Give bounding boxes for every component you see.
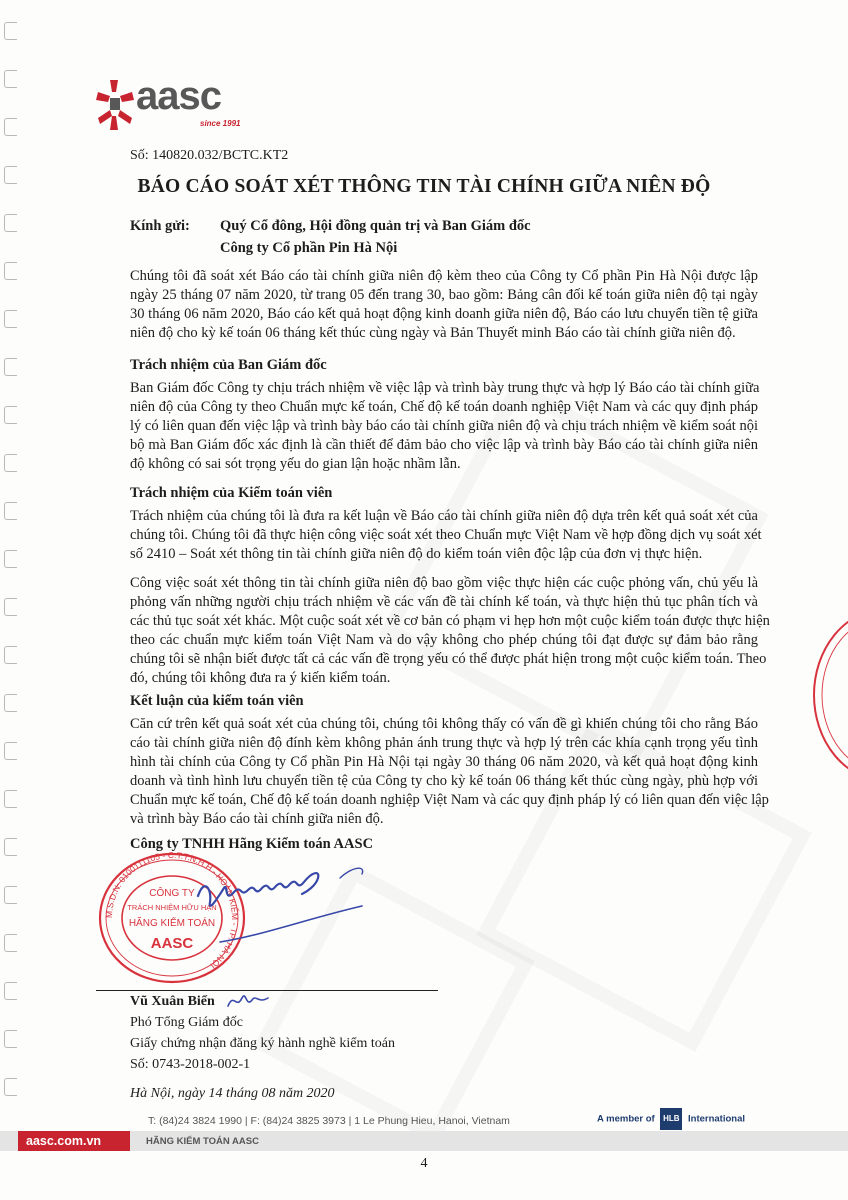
auditor-paragraph-2 [130,574,770,688]
intro-paragraph [130,267,758,343]
addressee-line-2: Công ty Cổ phần Pin Hà Nội [220,240,398,256]
section-heading-conclusion: Kết luận của kiểm toán viên [130,693,304,709]
text-line: lý có liên quan đến việc lập và trình bày báo cáo tài chính giữa niên độ và chịu trách nhiệm về kiểm soát nội [130,418,758,434]
text-line: 30 tháng 06 năm 2020, Báo cáo kết quả hoạt động kinh doanh giữa niên độ, Báo cáo lưu chuyển tiền tệ giữa [130,306,758,322]
text-line: số 2410 – Soát xét thông tin tài chính giữa niên độ do kiểm toán viên độc lập của đơn vị thực hiện. [130,546,703,562]
footer-website: aasc.com.vn [26,1134,102,1148]
footer-membership [597,1108,745,1130]
text-line: chúng tôi sẽ nhận biết được tất cả các vấn đề trọng yếu có thể được phát hiện trong một cuộc kiểm toán. Theo [130,651,767,667]
member-suffix: International [688,1113,746,1125]
signer-certificate-number: Số: 0743-2018-002-1 [130,1057,251,1072]
auditor-paragraph-1 [130,507,762,564]
aasc-logo [96,74,246,134]
stamp-line-4: AASC [150,935,194,952]
text-line: ngày 25 tháng 07 năm 2020, từ trang 05 đến trang 30, bao gồm: Bảng cân đối kế toán giữa niên độ tại ngày [130,287,758,303]
firm-name: Công ty TNHH Hãng Kiểm toán AASC [130,836,374,852]
signer-title: Phó Tổng Giám đốc [130,1015,243,1030]
text-line: chúng tôi. Chúng tôi đã thực hiện công việc soát xét theo Chuẩn mực Việt Nam về hợp đồng dịch vụ soát xét [130,527,762,543]
logo-wordmark: aasc [136,74,221,118]
text-line: Trách nhiệm của chúng tôi là đưa ra kết luận về Báo cáo tài chính giữa niên độ dựa trên kết quả soát xét của [130,508,758,524]
stamp-ring-text: M.S.D.N: 0100111105 - C.T.T.N.H.H - HOÀN KIẾM - TP. HÀ NỘI [103,849,241,971]
text-line: niên độ cho kỳ kế toán 06 tháng kết thúc cùng ngày và Bản Thuyết minh Báo cáo tài chính giữa niên độ. [130,325,736,341]
section-heading-management: Trách nhiệm của Ban Giám đốc [130,357,327,373]
text-line: hình tài chính của Công ty Cổ phần Pin Hà Nội tại ngày 30 tháng 06 năm 2020, và kết quả hoạt động kinh [130,754,758,770]
addressee-line-1: Quý Cổ đông, Hội đồng quản trị và Ban Giám đốc [220,218,531,234]
signature-line [96,990,438,991]
text-line: Ban Giám đốc Công ty chịu trách nhiệm về việc lập và trình bày trung thực và hợp lý Báo cáo tài chính giữa [130,380,760,396]
text-line: Chuẩn mực kế toán, Chế độ kế toán doanh nghiệp Việt Nam và các quy định pháp lý có liên quan đến việc lập [130,792,769,808]
text-line: Công việc soát xét thông tin tài chính giữa niên độ bao gồm việc thực hiện các cuộc phỏng vấn, chủ yếu là [130,575,758,591]
edge-stamp-fragment [806,600,848,790]
management-paragraph [130,379,758,474]
aasc-logo-mark-icon [96,78,136,134]
text-line: cáo tài chính giữa niên độ đính kèm không phản ánh trung thực và hợp lý trên các khía cạnh trọng yếu tình [130,735,758,751]
stamp-line-3: HÃNG KIỂM TOÁN [128,918,216,929]
text-line: đó, chúng tôi không đưa ra ý kiến kiểm toán. [130,670,391,686]
signer-name: Vũ Xuân Biển [130,994,215,1009]
section-heading-auditor: Trách nhiệm của Kiểm toán viên [130,485,333,501]
footer-firm-name: HÃNG KIỂM TOÁN AASC [146,1136,259,1147]
hlb-logo: HLB [660,1108,682,1130]
conclusion-paragraph [130,715,769,829]
text-line: bộ mà Ban Giám đốc xác định là cần thiết để đảm bảo cho việc lập và trình bày Báo cáo tài chính giữa niên [130,437,758,453]
handwritten-signature [190,858,370,958]
initials-signature [226,988,270,1014]
text-line: Căn cứ trên kết quả soát xét của chúng tôi, chúng tôi không thấy có vấn đề gì khiến chúng tôi cho rằng Báo [130,716,758,732]
text-line: niên độ của Công ty theo Chuẩn mực kế toán, Chế độ kế toán doanh nghiệp Việt Nam và các quy định pháp [130,399,758,415]
place-date: Hà Nội, ngày 14 tháng 08 năm 2020 [130,1086,335,1101]
text-line: phỏng vấn những người chịu trách nhiệm về các vấn đề tài chính kế toán, và thực hiện thủ tục phân tích và [130,594,758,610]
member-prefix: A member of [597,1113,655,1125]
logo-since: since 1991 [200,119,241,128]
footer-contact: T: (84)24 3824 1990 | F: (84)24 3825 3973 | 1 Le Phung Hieu, Hanoi, Vietnam [148,1115,510,1127]
text-line: Chúng tôi đã soát xét Báo cáo tài chính giữa niên độ kèm theo của Công ty Cổ phần Pin Hà Nội được lập [130,268,758,284]
page-title: BÁO CÁO SOÁT XÉT THÔNG TIN TÀI CHÍNH GIỮA NIÊN ĐỘ [137,176,711,197]
signer-certificate: Giấy chứng nhận đăng ký hành nghề kiểm toán [130,1036,395,1051]
stamp-line-1: CÔNG TY [149,888,195,899]
document-number: Số: 140820.032/BCTC.KT2 [130,148,289,163]
page-number: 4 [420,1156,428,1171]
stamp-line-2: TRÁCH NHIỆM HỮU HẠN [127,903,217,912]
text-line: độ không có sai sót trọng yếu do gian lận hoặc nhầm lẫn. [130,456,461,472]
text-line: theo các chuẩn mực kiểm toán Việt Nam và do vậy không cho phép chúng tôi đạt được sự đảm bảo rằng [130,632,758,648]
text-line: doanh và tình hình lưu chuyển tiền tệ của Công ty cho kỳ kế toán 06 tháng kết thúc cùng ngày, phù hợp với [130,773,758,789]
text-line: các thủ tục soát xét khác. Một cuộc soát xét về cơ bản có phạm vi hẹp hơn một cuộc kiểm toán được thực hiện [130,613,770,629]
text-line: và trình bày Báo cáo tài chính giữa niên độ. [130,811,384,827]
addressee-label: Kính gửi: [130,218,190,234]
